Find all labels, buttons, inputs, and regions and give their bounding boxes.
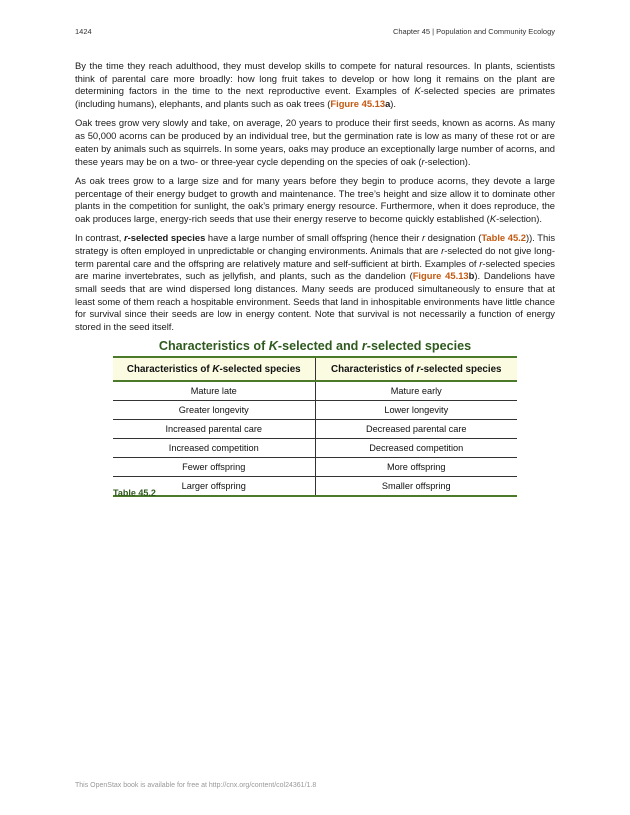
table-row (113, 439, 517, 458)
table-cell: Mature early (315, 381, 517, 401)
paragraph-4: In contrast, r-selected species have a large number of small offspring (hence their r designation (Table 45.2)). This strategy is often employed in unpredictable or changing environments. Animals that are r-selected do not give long-term parental care and the offspring are relatively mature and self-sufficient at birth. Examples of r-selected species are marine invertebrates, such as jellyfish, and plants, such as the dandelion (Figure 45.13b). Dandelions have small seeds that are wind dispersed long distances. Many seeds are produced simultaneously to ensure that at least some of them reach a hospitable environment. Seeds that land in inhospitable environments have little chance for survival since their seeds are low in energy content. Note that survival is not necessarily a function of energy stored in the seed itself. (75, 232, 556, 333)
table-cell: Mature late (113, 381, 315, 401)
table-row (113, 458, 517, 477)
paragraph-1: By the time they reach adulthood, they must develop skills to compete for natural resources. In plants, scientists think of parental care more broadly: how long fruit takes to develop or how long it remains on the plant are determining factors in the time to the next reproductive event. Examples of K-selected species are primates (including humans), elephants, and plants such as oak trees (Figure 45.13a). (75, 60, 555, 110)
table-row (113, 477, 517, 497)
chapter-header: Chapter 45 | Population and Community Ecology (392, 27, 555, 36)
table-header-row (113, 357, 517, 381)
body-text (75, 60, 555, 340)
table-cell: Increased competition (113, 439, 315, 458)
table-row (113, 420, 517, 439)
table-cell: Smaller offspring (315, 477, 517, 497)
table-title: Characteristics of K-selected and r-selected species (158, 339, 472, 353)
table-cell: Decreased parental care (315, 420, 517, 439)
table-link[interactable]: Table 45.2 (481, 232, 527, 244)
column-header-k: Characteristics of K-selected species (113, 357, 315, 381)
paragraph-2: Oak trees grow very slowly and take, on average, 20 years to produce their first seeds, known as acorns. As many as 50,000 acorns can be produced by an individual tree, but the germination rate is low as many of these rot or are eaten by animals such as squirrels. In some years, oaks may produce an exceptionally large number of acorns, and these years may be on a two- or three-year cycle depending on the species of oak (r-selection). (75, 117, 555, 167)
table-cell: Greater longevity (113, 401, 315, 420)
characteristics-table (113, 356, 517, 497)
table-row (113, 401, 517, 420)
key-term: r-selected species (123, 232, 206, 244)
paragraph-3: As oak trees grow to a large size and for many years before they begin to produce acorns, they devote a large percentage of their energy budget to growth and maintenance. The tree’s height and size allow it to dominate other plants in the competition for sunlight, the oak’s primary energy resource. Furthermore, when it does reproduce, the oak produces large, energy-rich seeds that use their energy reserve to become quickly established (K-selection). (75, 174, 555, 224)
figure-link[interactable]: Figure 45.13a (330, 98, 391, 110)
table-cell: Fewer offspring (113, 458, 315, 477)
table-cell: More offspring (315, 458, 517, 477)
figure-link[interactable]: Figure 45.13b (412, 270, 475, 282)
footer-note: This OpenStax book is available for free at http://cnx.org/content/col24361/1.8 (75, 782, 317, 789)
column-header-r: Characteristics of r-selected species (315, 357, 517, 381)
table-cell: Decreased competition (315, 439, 517, 458)
table-row (113, 381, 517, 401)
page-number: 1424 (75, 27, 92, 36)
table-cell: Larger offspring (113, 477, 315, 497)
table-cell: Increased parental care (113, 420, 315, 439)
table-cell: Lower longevity (315, 401, 517, 420)
table-caption: Table 45.2 (113, 488, 156, 498)
